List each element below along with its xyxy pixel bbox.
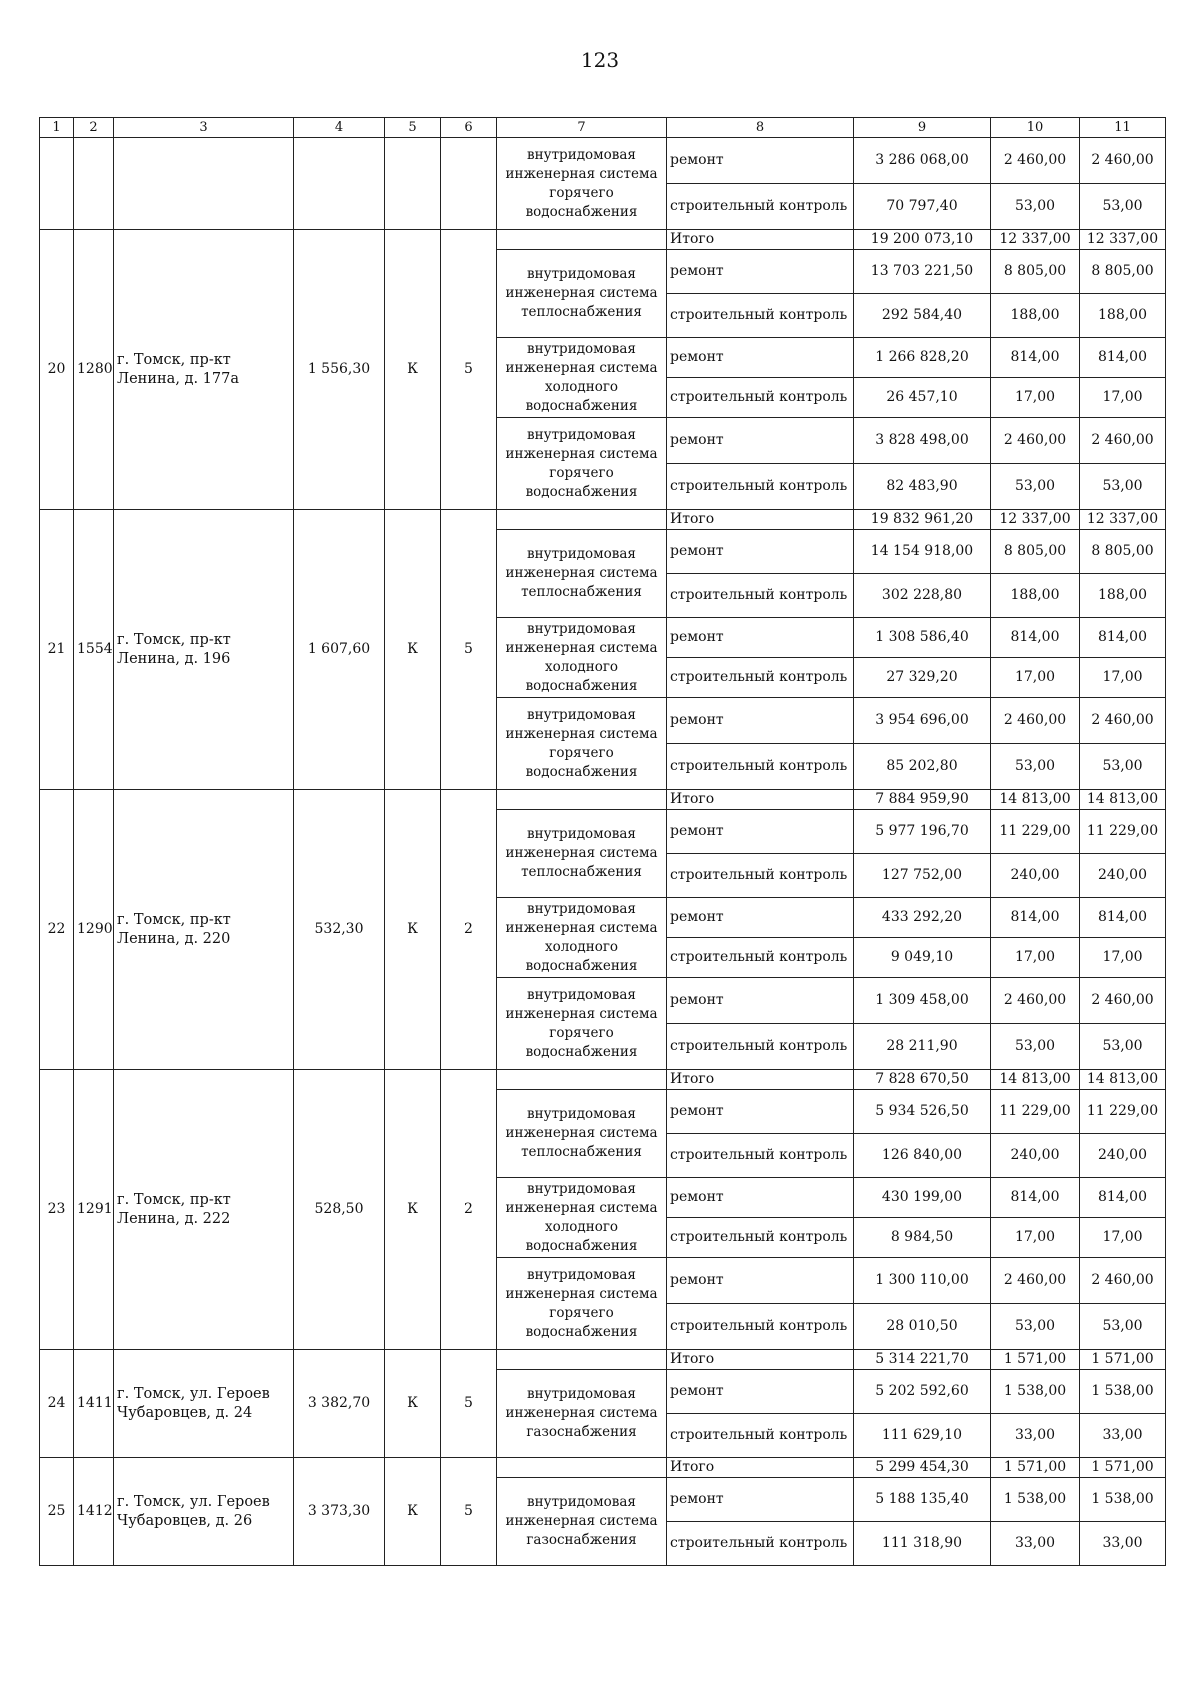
max-cost-value: 814,00 (1080, 1178, 1166, 1218)
cost-value: 82 483,90 (854, 464, 991, 510)
max-cost-value: 188,00 (1080, 294, 1166, 338)
empty-cell (294, 138, 385, 230)
cost-value: 126 840,00 (854, 1134, 991, 1178)
unit-cost-value: 33,00 (991, 1414, 1080, 1458)
work-type: ремонт (667, 618, 854, 658)
page-number: 123 (580, 48, 620, 72)
house-address: г. Томск, пр-кт Ленина, д. 220 (114, 790, 294, 1070)
work-type: ремонт (667, 1370, 854, 1414)
repair-plan-table (39, 117, 1166, 1566)
total-row (40, 1350, 1166, 1370)
empty-cell (114, 138, 294, 230)
house-area: 3 373,30 (294, 1458, 385, 1566)
cost-value: 111 629,10 (854, 1414, 991, 1458)
max-cost-value: 2 460,00 (1080, 698, 1166, 744)
cost-value: 430 199,00 (854, 1178, 991, 1218)
system-name: внутридомовая инженерная система теплоснабжения (497, 530, 667, 618)
system-name: внутридомовая инженерная система теплоснабжения (497, 1090, 667, 1178)
house-id: 1280 (74, 230, 114, 510)
max-cost-value: 33,00 (1080, 1522, 1166, 1566)
cost-value: 1 266 828,20 (854, 338, 991, 378)
unit-cost-value: 2 460,00 (991, 978, 1080, 1024)
row-number: 25 (40, 1458, 74, 1566)
max-cost-value: 8 805,00 (1080, 530, 1166, 574)
row-number: 24 (40, 1350, 74, 1458)
house-area: 3 382,70 (294, 1350, 385, 1458)
total-cost: 5 314 221,70 (854, 1350, 991, 1370)
house-floors: 2 (441, 1070, 497, 1350)
table-body (40, 118, 1166, 1566)
work-type: ремонт (667, 530, 854, 574)
row-number: 23 (40, 1070, 74, 1350)
max-cost-value: 53,00 (1080, 744, 1166, 790)
system-name: внутридомовая инженерная система холодного водоснабжения (497, 338, 667, 418)
work-type: ремонт (667, 1478, 854, 1522)
house-area: 1 556,30 (294, 230, 385, 510)
total-row (40, 230, 1166, 250)
max-cost-value: 53,00 (1080, 464, 1166, 510)
system-name: внутридомовая инженерная система горячего водоснабжения (497, 978, 667, 1070)
system-name: внутридомовая инженерная система холодного водоснабжения (497, 1178, 667, 1258)
cost-value: 433 292,20 (854, 898, 991, 938)
total-row (40, 1070, 1166, 1090)
unit-cost-value: 53,00 (991, 464, 1080, 510)
max-cost-value: 17,00 (1080, 378, 1166, 418)
work-type: ремонт (667, 1178, 854, 1218)
house-type: К (385, 790, 441, 1070)
cost-value: 5 934 526,50 (854, 1090, 991, 1134)
unit-cost-value: 8 805,00 (991, 530, 1080, 574)
work-type: ремонт (667, 1090, 854, 1134)
house-address: г. Томск, пр-кт Ленина, д. 177а (114, 230, 294, 510)
unit-cost-value: 53,00 (991, 1304, 1080, 1350)
cost-value: 13 703 221,50 (854, 250, 991, 294)
unit-cost-value: 1 538,00 (991, 1478, 1080, 1522)
house-area: 1 607,60 (294, 510, 385, 790)
column-number: 8 (667, 118, 854, 138)
empty-cell (497, 230, 667, 250)
column-number: 4 (294, 118, 385, 138)
cost-value: 1 308 586,40 (854, 618, 991, 658)
house-floors: 2 (441, 790, 497, 1070)
work-type: строительный контроль (667, 854, 854, 898)
total-row (40, 1458, 1166, 1478)
cost-value: 5 977 196,70 (854, 810, 991, 854)
work-type: строительный контроль (667, 294, 854, 338)
empty-cell (497, 790, 667, 810)
total-max-cost: 12 337,00 (1080, 230, 1166, 250)
house-type: К (385, 1070, 441, 1350)
total-unit-cost: 1 571,00 (991, 1458, 1080, 1478)
total-label: Итого (667, 230, 854, 250)
system-name: внутридомовая инженерная система холодного водоснабжения (497, 898, 667, 978)
total-row (40, 510, 1166, 530)
house-id: 1290 (74, 790, 114, 1070)
max-cost-value: 53,00 (1080, 1304, 1166, 1350)
empty-cell (40, 138, 74, 230)
max-cost-value: 17,00 (1080, 1218, 1166, 1258)
system-name: внутридомовая инженерная система газоснабжения (497, 1478, 667, 1566)
work-type: строительный контроль (667, 1414, 854, 1458)
cost-value: 70 797,40 (854, 184, 991, 230)
cost-value: 8 984,50 (854, 1218, 991, 1258)
total-label: Итого (667, 1458, 854, 1478)
total-cost: 7 884 959,90 (854, 790, 991, 810)
total-max-cost: 1 571,00 (1080, 1458, 1166, 1478)
total-max-cost: 14 813,00 (1080, 790, 1166, 810)
total-label: Итого (667, 510, 854, 530)
empty-cell (497, 1350, 667, 1370)
unit-cost-value: 53,00 (991, 184, 1080, 230)
cost-value: 27 329,20 (854, 658, 991, 698)
max-cost-value: 2 460,00 (1080, 138, 1166, 184)
work-type: ремонт (667, 898, 854, 938)
unit-cost-value: 17,00 (991, 378, 1080, 418)
work-type: ремонт (667, 810, 854, 854)
unit-cost-value: 1 538,00 (991, 1370, 1080, 1414)
work-type: строительный контроль (667, 658, 854, 698)
max-cost-value: 814,00 (1080, 898, 1166, 938)
house-address: г. Томск, ул. Героев Чубаровцев, д. 26 (114, 1458, 294, 1566)
max-cost-value: 8 805,00 (1080, 250, 1166, 294)
work-type: строительный контроль (667, 184, 854, 230)
unit-cost-value: 2 460,00 (991, 138, 1080, 184)
max-cost-value: 1 538,00 (1080, 1370, 1166, 1414)
max-cost-value: 240,00 (1080, 1134, 1166, 1178)
table-row (40, 138, 1166, 184)
unit-cost-value: 188,00 (991, 574, 1080, 618)
total-unit-cost: 14 813,00 (991, 790, 1080, 810)
unit-cost-value: 17,00 (991, 658, 1080, 698)
house-floors: 5 (441, 1350, 497, 1458)
system-name: внутридомовая инженерная система теплоснабжения (497, 250, 667, 338)
unit-cost-value: 11 229,00 (991, 1090, 1080, 1134)
row-number: 22 (40, 790, 74, 1070)
max-cost-value: 188,00 (1080, 574, 1166, 618)
cost-value: 28 010,50 (854, 1304, 991, 1350)
unit-cost-value: 240,00 (991, 854, 1080, 898)
cost-value: 3 286 068,00 (854, 138, 991, 184)
house-id: 1554 (74, 510, 114, 790)
work-type: ремонт (667, 138, 854, 184)
system-name: внутридомовая инженерная система горячего водоснабжения (497, 418, 667, 510)
max-cost-value: 17,00 (1080, 658, 1166, 698)
unit-cost-value: 2 460,00 (991, 1258, 1080, 1304)
house-id: 1412 (74, 1458, 114, 1566)
total-cost: 7 828 670,50 (854, 1070, 991, 1090)
empty-cell (497, 1458, 667, 1478)
column-numbers-row (40, 118, 1166, 138)
work-type: строительный контроль (667, 1134, 854, 1178)
house-floors: 5 (441, 230, 497, 510)
column-number: 9 (854, 118, 991, 138)
unit-cost-value: 17,00 (991, 1218, 1080, 1258)
column-number: 6 (441, 118, 497, 138)
house-type: К (385, 1458, 441, 1566)
max-cost-value: 11 229,00 (1080, 810, 1166, 854)
work-type: строительный контроль (667, 1304, 854, 1350)
system-name: внутридомовая инженерная система газоснабжения (497, 1370, 667, 1458)
house-floors: 5 (441, 1458, 497, 1566)
work-type: строительный контроль (667, 938, 854, 978)
unit-cost-value: 814,00 (991, 618, 1080, 658)
max-cost-value: 53,00 (1080, 1024, 1166, 1070)
max-cost-value: 240,00 (1080, 854, 1166, 898)
house-address: г. Томск, пр-кт Ленина, д. 196 (114, 510, 294, 790)
row-number: 21 (40, 510, 74, 790)
total-label: Итого (667, 1350, 854, 1370)
system-name: внутридомовая инженерная система горячего водоснабжения (497, 698, 667, 790)
work-type: строительный контроль (667, 1024, 854, 1070)
max-cost-value: 11 229,00 (1080, 1090, 1166, 1134)
empty-cell (497, 510, 667, 530)
total-row (40, 790, 1166, 810)
max-cost-value: 814,00 (1080, 338, 1166, 378)
system-name: внутридомовая инженерная система горячего водоснабжения (497, 1258, 667, 1350)
work-type: строительный контроль (667, 378, 854, 418)
unit-cost-value: 188,00 (991, 294, 1080, 338)
column-number: 7 (497, 118, 667, 138)
unit-cost-value: 814,00 (991, 898, 1080, 938)
column-number: 5 (385, 118, 441, 138)
empty-cell (497, 1070, 667, 1090)
cost-value: 3 954 696,00 (854, 698, 991, 744)
cost-value: 302 228,80 (854, 574, 991, 618)
work-type: строительный контроль (667, 744, 854, 790)
row-number: 20 (40, 230, 74, 510)
max-cost-value: 33,00 (1080, 1414, 1166, 1458)
total-unit-cost: 1 571,00 (991, 1350, 1080, 1370)
cost-value: 1 309 458,00 (854, 978, 991, 1024)
empty-cell (385, 138, 441, 230)
max-cost-value: 2 460,00 (1080, 1258, 1166, 1304)
max-cost-value: 2 460,00 (1080, 418, 1166, 464)
cost-value: 5 202 592,60 (854, 1370, 991, 1414)
max-cost-value: 17,00 (1080, 938, 1166, 978)
system-name: внутридомовая инженерная система холодного водоснабжения (497, 618, 667, 698)
column-number: 10 (991, 118, 1080, 138)
house-type: К (385, 1350, 441, 1458)
cost-value: 5 188 135,40 (854, 1478, 991, 1522)
cost-value: 1 300 110,00 (854, 1258, 991, 1304)
unit-cost-value: 17,00 (991, 938, 1080, 978)
total-max-cost: 12 337,00 (1080, 510, 1166, 530)
unit-cost-value: 53,00 (991, 744, 1080, 790)
work-type: ремонт (667, 698, 854, 744)
cost-value: 9 049,10 (854, 938, 991, 978)
house-type: К (385, 230, 441, 510)
cost-value: 3 828 498,00 (854, 418, 991, 464)
total-unit-cost: 12 337,00 (991, 510, 1080, 530)
unit-cost-value: 814,00 (991, 1178, 1080, 1218)
column-number: 3 (114, 118, 294, 138)
empty-cell (74, 138, 114, 230)
work-type: строительный контроль (667, 1218, 854, 1258)
max-cost-value: 2 460,00 (1080, 978, 1166, 1024)
cost-value: 14 154 918,00 (854, 530, 991, 574)
cost-value: 292 584,40 (854, 294, 991, 338)
total-label: Итого (667, 790, 854, 810)
column-number: 2 (74, 118, 114, 138)
work-type: ремонт (667, 978, 854, 1024)
house-id: 1411 (74, 1350, 114, 1458)
system-name: внутридомовая инженерная система горячего водоснабжения (497, 138, 667, 230)
unit-cost-value: 2 460,00 (991, 698, 1080, 744)
cost-value: 28 211,90 (854, 1024, 991, 1070)
unit-cost-value: 33,00 (991, 1522, 1080, 1566)
cost-value: 26 457,10 (854, 378, 991, 418)
max-cost-value: 1 538,00 (1080, 1478, 1166, 1522)
unit-cost-value: 53,00 (991, 1024, 1080, 1070)
cost-value: 85 202,80 (854, 744, 991, 790)
max-cost-value: 814,00 (1080, 618, 1166, 658)
unit-cost-value: 8 805,00 (991, 250, 1080, 294)
cost-value: 111 318,90 (854, 1522, 991, 1566)
total-unit-cost: 12 337,00 (991, 230, 1080, 250)
total-label: Итого (667, 1070, 854, 1090)
house-id: 1291 (74, 1070, 114, 1350)
house-area: 528,50 (294, 1070, 385, 1350)
work-type: ремонт (667, 250, 854, 294)
work-type: ремонт (667, 1258, 854, 1304)
unit-cost-value: 11 229,00 (991, 810, 1080, 854)
house-address: г. Томск, ул. Героев Чубаровцев, д. 24 (114, 1350, 294, 1458)
empty-cell (441, 138, 497, 230)
total-cost: 19 200 073,10 (854, 230, 991, 250)
cost-value: 127 752,00 (854, 854, 991, 898)
system-name: внутридомовая инженерная система теплоснабжения (497, 810, 667, 898)
work-type: ремонт (667, 418, 854, 464)
work-type: строительный контроль (667, 574, 854, 618)
total-max-cost: 14 813,00 (1080, 1070, 1166, 1090)
house-floors: 5 (441, 510, 497, 790)
work-type: строительный контроль (667, 464, 854, 510)
work-type: строительный контроль (667, 1522, 854, 1566)
column-number: 11 (1080, 118, 1166, 138)
max-cost-value: 53,00 (1080, 184, 1166, 230)
column-number: 1 (40, 118, 74, 138)
unit-cost-value: 814,00 (991, 338, 1080, 378)
total-unit-cost: 14 813,00 (991, 1070, 1080, 1090)
work-type: ремонт (667, 338, 854, 378)
house-address: г. Томск, пр-кт Ленина, д. 222 (114, 1070, 294, 1350)
unit-cost-value: 2 460,00 (991, 418, 1080, 464)
house-area: 532,30 (294, 790, 385, 1070)
total-cost: 19 832 961,20 (854, 510, 991, 530)
total-cost: 5 299 454,30 (854, 1458, 991, 1478)
unit-cost-value: 240,00 (991, 1134, 1080, 1178)
house-type: К (385, 510, 441, 790)
total-max-cost: 1 571,00 (1080, 1350, 1166, 1370)
